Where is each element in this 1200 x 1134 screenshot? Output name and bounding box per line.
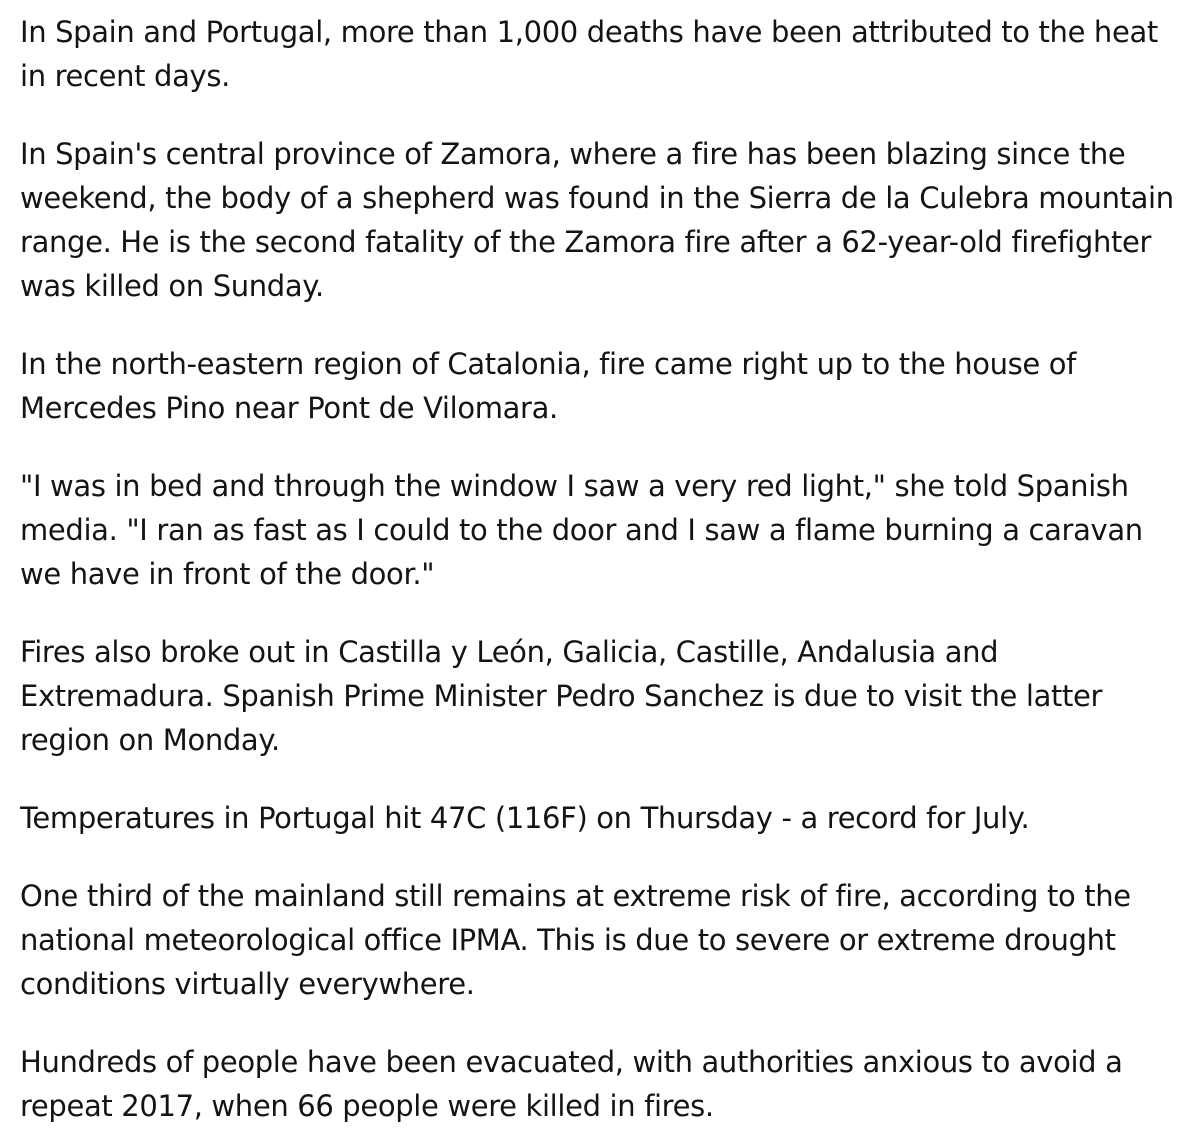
article-paragraph-8: Hundreds of people have been evacuated, with authorities anxious to avoid a repeat 2017, when 66 people were killed in fires. (20, 1045, 1123, 1123)
article-paragraph-6: Temperatures in Portugal hit 47C (116F) on Thursday - a record for July. (20, 801, 1030, 835)
article-paragraph-4: "I was in bed and through the window I saw a very red light," she told Spanish media. "I ran as fast as I could to the door and I saw a flame burning a caravan we have in front of the door." (20, 469, 1143, 591)
article-paragraph-7: One third of the mainland still remains at extreme risk of fire, according to the national meteorological office IPMA. This is due to severe or extreme drought conditions virtually everywhere. (20, 879, 1131, 1001)
article-paragraph-1: In Spain and Portugal, more than 1,000 deaths have been attributed to the heat in recent days. (20, 15, 1158, 93)
article-paragraph-2: In Spain's central province of Zamora, where a fire has been blazing since the weekend, the body of a shepherd was found in the Sierra de la Culebra mountain range. He is the second fatality of the Zamora fire after a 62-year-old firefighter was killed on Sunday. (20, 137, 1174, 303)
article-paragraph-3: In the north-eastern region of Catalonia, fire came right up to the house of Mercedes Pino near Pont de Vilomara. (20, 347, 1077, 425)
article-body (20, 10, 1185, 1128)
article-paragraph-5: Fires also broke out in Castilla y León, Galicia, Castille, Andalusia and Extremadura. Spanish Prime Minister Pedro Sanchez is due to visit the latter region on Monday. (20, 635, 1103, 757)
